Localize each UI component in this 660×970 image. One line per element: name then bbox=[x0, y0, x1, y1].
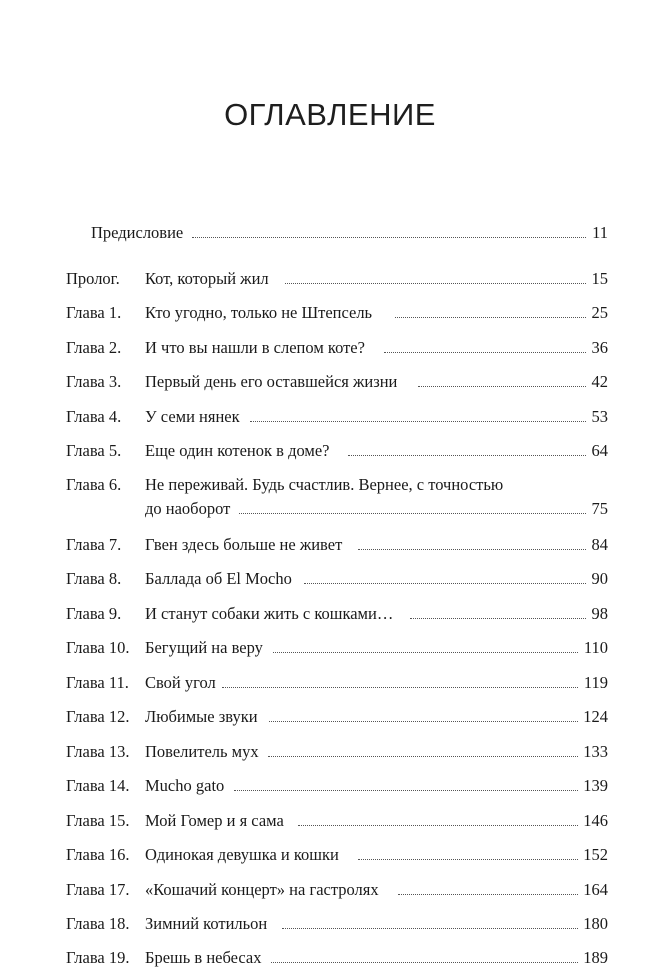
toc-entry-title: Любимые звуки bbox=[145, 705, 261, 729]
dot-leader bbox=[358, 859, 578, 860]
toc-entry[interactable] bbox=[0, 267, 660, 291]
toc-entry-preface[interactable] bbox=[0, 221, 660, 245]
dot-leader bbox=[282, 928, 578, 929]
toc-entry-label: Глава 11. bbox=[66, 673, 129, 692]
toc-entry-label: Глава 1. bbox=[66, 303, 122, 322]
toc-entry-label: Глава 10. bbox=[66, 638, 130, 657]
toc-entry-title: Еще один котенок в доме? bbox=[145, 439, 333, 463]
toc-entry-label: Глава 16. bbox=[66, 845, 130, 864]
toc-entry-label: Глава 5. bbox=[66, 441, 122, 460]
toc-entry-title: Предисловие bbox=[91, 221, 186, 245]
dot-leader bbox=[358, 549, 586, 550]
dot-leader bbox=[271, 962, 578, 963]
toc-entry-label: Глава 18. bbox=[66, 914, 130, 933]
dot-leader bbox=[348, 455, 586, 456]
toc-entry-label: Глава 17. bbox=[66, 880, 130, 899]
dot-leader bbox=[192, 237, 586, 238]
toc-entry-title: У семи нянек bbox=[145, 405, 243, 429]
dot-leader bbox=[269, 721, 578, 722]
toc-entry[interactable] bbox=[0, 567, 660, 591]
toc-entry-page: 84 bbox=[589, 533, 609, 557]
dot-leader bbox=[234, 790, 578, 791]
toc-entry-title: Одинокая девушка и кошки bbox=[145, 843, 342, 867]
toc-entry-label: Глава 7. bbox=[66, 535, 122, 554]
toc-entry-title: Брешь в небесах bbox=[145, 946, 264, 970]
dot-leader bbox=[398, 894, 578, 895]
dot-leader bbox=[418, 386, 586, 387]
toc-entry-page: 119 bbox=[581, 671, 608, 695]
toc-entry-title: И что вы нашли в слепом коте? bbox=[145, 336, 368, 360]
toc-entry[interactable] bbox=[0, 301, 660, 325]
toc-entry-page: 36 bbox=[589, 336, 609, 360]
dot-leader bbox=[395, 317, 586, 318]
toc-entry-label: Глава 8. bbox=[66, 569, 122, 588]
dot-leader bbox=[384, 352, 586, 353]
toc-entry-title: Первый день его оставшейся жизни bbox=[145, 370, 400, 394]
toc-entry[interactable] bbox=[0, 671, 660, 695]
toc-entry-page: 189 bbox=[580, 946, 608, 970]
toc-entry-page: 133 bbox=[580, 740, 608, 764]
toc-entry[interactable] bbox=[0, 370, 660, 394]
dot-leader bbox=[268, 756, 578, 757]
toc-entry-page: 124 bbox=[580, 705, 608, 729]
toc-entry-title: Кот, который жил bbox=[145, 267, 272, 291]
toc-entry[interactable] bbox=[0, 946, 660, 970]
toc-entry-page: 164 bbox=[580, 878, 608, 902]
toc-entry-page: 15 bbox=[589, 267, 609, 291]
toc-entry-label: Глава 6. bbox=[66, 475, 122, 494]
toc-entry-label: Глава 4. bbox=[66, 407, 122, 426]
toc-entry-title: Кто угодно, только не Штепсель bbox=[145, 301, 375, 325]
toc-entry-page: 90 bbox=[589, 567, 609, 591]
dot-leader bbox=[298, 825, 578, 826]
toc-entry-page: 42 bbox=[589, 370, 609, 394]
toc-entry-label: Глава 13. bbox=[66, 742, 130, 761]
toc-entry[interactable] bbox=[0, 439, 660, 463]
toc-entry-label: Глава 19. bbox=[66, 948, 130, 967]
dot-leader bbox=[250, 421, 586, 422]
toc-entry-title: Повелитель мух bbox=[145, 740, 262, 764]
toc-entry-page: 25 bbox=[589, 301, 609, 325]
toc-entry[interactable] bbox=[0, 602, 660, 626]
toc-entry-page: 139 bbox=[580, 774, 608, 798]
page-title: ОГЛАВЛЕНИЕ bbox=[224, 97, 436, 132]
toc-entry-page: 110 bbox=[581, 636, 608, 660]
toc-entry-page: 75 bbox=[589, 497, 609, 521]
toc-entry-label: Глава 9. bbox=[66, 604, 122, 623]
toc-entry[interactable] bbox=[0, 843, 660, 867]
toc-entry-title: Mucho gato bbox=[145, 774, 227, 798]
toc-entry-title: И станут собаки жить с кошками… bbox=[145, 602, 396, 626]
dot-leader bbox=[222, 687, 578, 688]
toc-entry-label: Глава 15. bbox=[66, 811, 130, 830]
toc-entry-title: Гвен здесь больше не живет bbox=[145, 533, 345, 557]
toc-entry[interactable] bbox=[0, 405, 660, 429]
toc-entry[interactable] bbox=[0, 740, 660, 764]
dot-leader bbox=[410, 618, 586, 619]
toc-entry-title: Мой Гомер и я сама bbox=[145, 809, 287, 833]
toc-entry[interactable] bbox=[0, 705, 660, 729]
toc-entry-label: Глава 14. bbox=[66, 776, 130, 795]
toc-entry[interactable] bbox=[0, 774, 660, 798]
toc-entry[interactable] bbox=[0, 809, 660, 833]
dot-leader bbox=[273, 652, 578, 653]
toc-entry[interactable] bbox=[0, 912, 660, 936]
toc-entry-label: Глава 12. bbox=[66, 707, 130, 726]
toc-entry-label: Пролог. bbox=[66, 269, 120, 288]
toc-entry-label: Глава 2. bbox=[66, 338, 122, 357]
toc-entry-page: 64 bbox=[589, 439, 609, 463]
toc-entry-page: 98 bbox=[589, 602, 609, 626]
toc-entry-title: Свой угол bbox=[145, 671, 219, 695]
toc-entry-page: 11 bbox=[589, 221, 608, 245]
toc-entry-title: Зимний котильон bbox=[145, 912, 270, 936]
dot-leader bbox=[285, 283, 586, 284]
toc-entry-label: Глава 3. bbox=[66, 372, 122, 391]
toc-entry-title: Бегущий на веру bbox=[145, 636, 266, 660]
toc-entry-page: 180 bbox=[580, 912, 608, 936]
toc-entry-title-line1: Не переживай. Будь счастлив. Вернее, с точностью bbox=[145, 475, 504, 494]
toc-entry[interactable] bbox=[0, 878, 660, 902]
toc-entry-title: «Кошачий концерт» на гастролях bbox=[145, 878, 382, 902]
toc-entry[interactable] bbox=[0, 533, 660, 557]
dot-leader bbox=[239, 513, 586, 514]
toc-entry[interactable] bbox=[0, 636, 660, 660]
dot-leader bbox=[304, 583, 586, 584]
toc-entry-page: 146 bbox=[580, 809, 608, 833]
toc-entry-title: до наоборот bbox=[145, 497, 233, 521]
toc-entry-page: 152 bbox=[580, 843, 608, 867]
toc-entry-page: 53 bbox=[589, 405, 609, 429]
toc-entry-title: Баллада об El Mocho bbox=[145, 567, 295, 591]
toc-entry[interactable] bbox=[0, 473, 660, 521]
toc-entry[interactable] bbox=[0, 336, 660, 360]
